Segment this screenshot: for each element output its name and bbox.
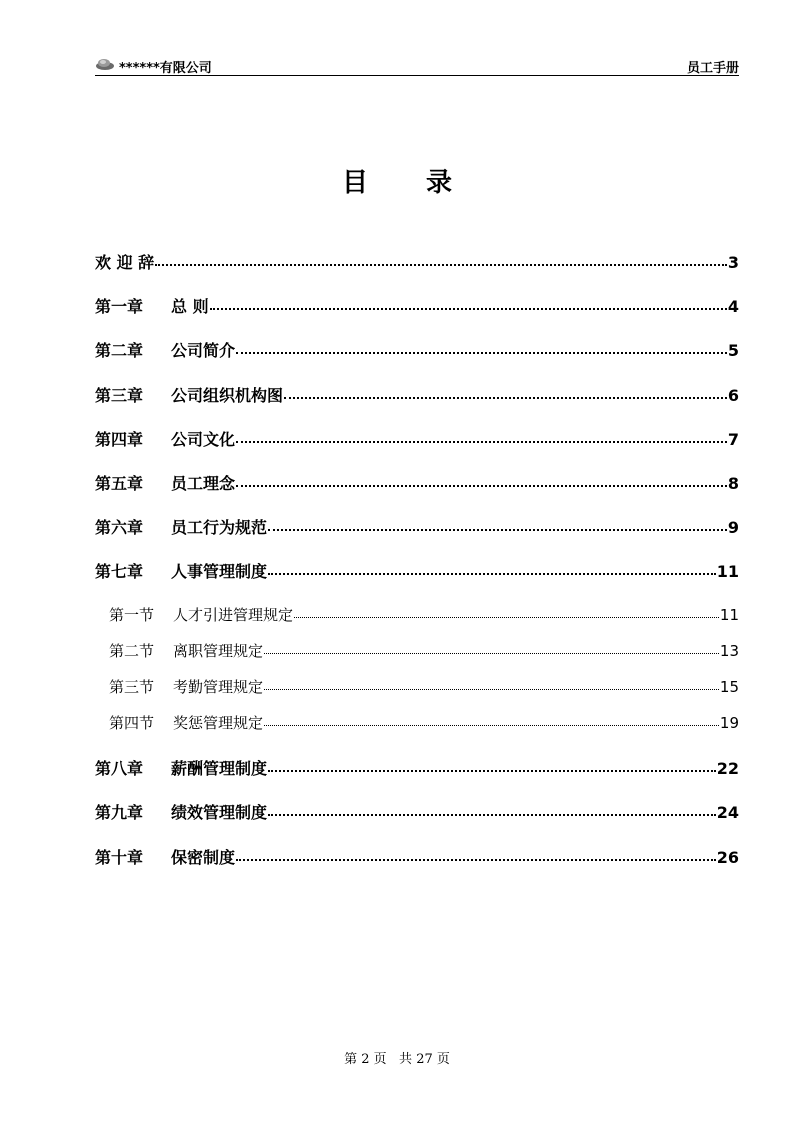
title-char-1: 目 <box>341 168 368 198</box>
toc-entry-label <box>95 845 235 868</box>
toc-dot-leader <box>294 617 719 618</box>
toc-entry-number: 第一节 <box>109 606 155 624</box>
toc-entry-label <box>95 471 235 494</box>
toc-entry-number: 第九章 <box>95 803 144 822</box>
toc-entry-label <box>109 712 263 733</box>
toc-page-number: 19 <box>719 714 739 732</box>
page-header <box>95 55 739 77</box>
toc-dot-leader <box>268 529 727 531</box>
toc-entry-title: 人事管理制度 <box>171 562 268 581</box>
toc-entry-title: 员工行为规范 <box>171 518 268 537</box>
toc-entry-title: 绩效管理制度 <box>171 803 268 822</box>
toc-page-number: 15 <box>719 678 739 696</box>
toc-entry-label <box>109 676 263 697</box>
toc-chapter-entry[interactable] <box>95 800 739 823</box>
toc-entry-label <box>95 294 209 317</box>
toc-entry-title: 总 则 <box>171 297 209 316</box>
toc-entry-number: 第七章 <box>95 562 144 581</box>
toc-page-number: 7 <box>727 430 739 449</box>
toc-entry-number: 欢 迎 辞 <box>95 253 155 272</box>
toc-dot-leader <box>236 441 727 443</box>
toc-page-number: 11 <box>716 562 739 581</box>
toc-dot-leader <box>236 859 716 861</box>
title-char-2: 录 <box>426 168 453 198</box>
toc-dot-leader <box>236 485 727 487</box>
toc-chapter-entry[interactable] <box>95 338 739 361</box>
toc-entry-label <box>95 756 267 779</box>
toc-dot-leader <box>268 814 716 816</box>
header-divider <box>95 75 739 76</box>
toc-dot-leader <box>236 352 727 354</box>
header-company-name: ******有限公司 <box>119 61 212 76</box>
toc-section-entry[interactable] <box>109 604 739 625</box>
toc-page-number: 24 <box>716 803 739 822</box>
toc-entry-title: 保密制度 <box>171 848 236 867</box>
toc-entry-label <box>95 427 235 450</box>
company-logo-icon <box>95 57 115 71</box>
toc-entry-number: 第二章 <box>95 341 144 360</box>
toc-entry-label <box>95 250 154 273</box>
toc-chapter-entry[interactable] <box>95 845 739 868</box>
toc-section-entry[interactable] <box>109 712 739 733</box>
toc-chapter-entry[interactable] <box>95 383 739 406</box>
toc-entry-label <box>95 800 267 823</box>
toc-entry-number: 第四章 <box>95 430 144 449</box>
toc-page-number: 9 <box>727 518 739 537</box>
toc-page-number: 3 <box>727 253 739 272</box>
toc-entry-number: 第五章 <box>95 474 144 493</box>
toc-entry-number: 第三节 <box>109 678 155 696</box>
toc-section-entry[interactable] <box>109 676 739 697</box>
toc-entry-title: 公司组织机构图 <box>171 386 284 405</box>
toc-entry-title: 人才引进管理规定 <box>173 606 294 624</box>
toc-chapter-entry[interactable] <box>95 471 739 494</box>
toc-entry-number: 第一章 <box>95 297 144 316</box>
toc-chapter-entry[interactable] <box>95 515 739 538</box>
toc-dot-leader <box>268 573 716 575</box>
toc-chapter-entry[interactable] <box>95 250 739 273</box>
toc-entry-label <box>95 383 283 406</box>
toc-dot-leader <box>264 653 719 654</box>
toc-page-number: 22 <box>716 759 739 778</box>
toc-entry-title: 奖惩管理规定 <box>173 714 264 732</box>
toc-dot-leader <box>155 264 727 266</box>
toc-entry-title: 公司文化 <box>171 430 236 449</box>
toc-entry-title: 员工理念 <box>171 474 236 493</box>
toc-entry-title: 离职管理规定 <box>173 642 264 660</box>
toc-chapter-entry[interactable] <box>95 294 739 317</box>
toc-entry-title: 公司简介 <box>171 341 236 360</box>
header-document-title: 员工手册 <box>686 61 739 76</box>
page-title <box>0 162 794 199</box>
toc-page-number: 6 <box>727 386 739 405</box>
toc-dot-leader <box>284 397 727 399</box>
toc-page-number: 11 <box>719 606 739 624</box>
toc-entry-number: 第八章 <box>95 759 144 778</box>
toc-chapter-entry[interactable] <box>95 559 739 582</box>
toc-entry-number: 第六章 <box>95 518 144 537</box>
toc-entry-label <box>95 515 267 538</box>
toc-page-number: 13 <box>719 642 739 660</box>
toc-dot-leader <box>264 689 719 690</box>
toc-entry-label <box>109 604 293 625</box>
toc-dot-leader <box>210 308 727 310</box>
toc-entry-title: 考勤管理规定 <box>173 678 264 696</box>
toc-entry-number: 第四节 <box>109 714 155 732</box>
toc-entry-label <box>95 338 235 361</box>
toc-entry-label <box>95 559 267 582</box>
toc-entry-number: 第三章 <box>95 386 144 405</box>
toc-dot-leader <box>264 725 719 726</box>
toc-entry-number: 第二节 <box>109 642 155 660</box>
toc-entry-title: 薪酬管理制度 <box>171 759 268 778</box>
toc-page-number: 8 <box>727 474 739 493</box>
toc-page-number: 26 <box>716 848 739 867</box>
toc-section-entry[interactable] <box>109 640 739 661</box>
toc-chapter-entry[interactable] <box>95 427 739 450</box>
toc-chapter-entry[interactable] <box>95 756 739 779</box>
page-footer: 第 2 页 共 27 页 <box>344 1052 450 1067</box>
toc-entry-number: 第十章 <box>95 848 144 867</box>
toc-page-number: 4 <box>727 297 739 316</box>
toc-page-number: 5 <box>727 341 739 360</box>
toc-entry-label <box>109 640 263 661</box>
toc-dot-leader <box>268 770 716 772</box>
